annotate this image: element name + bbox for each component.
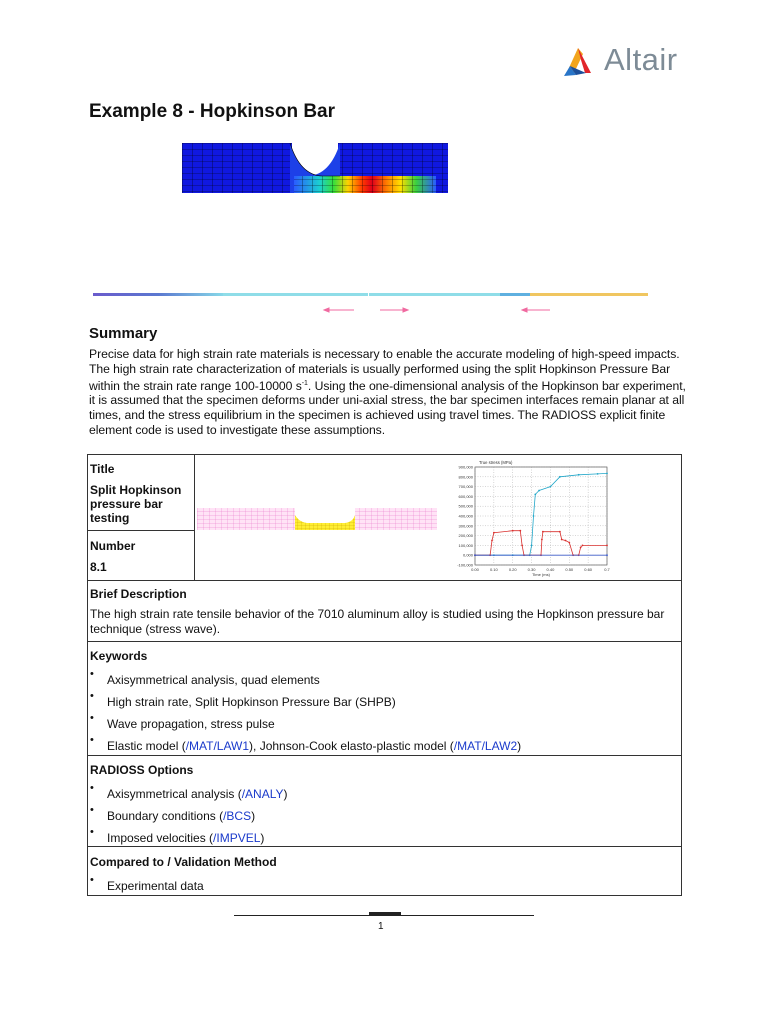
number-label: Number	[90, 539, 136, 553]
chart-point-red	[541, 539, 543, 541]
divider	[88, 641, 681, 642]
keyword-text	[107, 739, 521, 753]
chart-x-tick-label: 0.50	[565, 567, 574, 572]
chart-y-tick-label: 200,000	[458, 533, 473, 539]
summary-text-part1: Precise data for high strain rate materials is necessary to enable the accurate modeling of high-speed impacts. The high strain rate characterization of materials is usually performed using the split Hopkinson Pressure Bar within the strain rate range 100-10000 s	[89, 347, 680, 393]
summary-heading: Summary	[89, 325, 158, 342]
bcs-link[interactable]: /BCS	[223, 809, 252, 823]
chart-point-cyan	[550, 486, 552, 488]
chart-point-red	[493, 532, 495, 534]
chart-x-tick-label: 0.60	[584, 567, 593, 572]
chart-y-tick-label: 400,000	[458, 513, 473, 519]
keywords-label: Keywords	[90, 649, 148, 663]
validation-label: Compared to / Validation Method	[90, 855, 277, 869]
chart-y-tick-label: 0,000	[462, 552, 473, 558]
title-value: Split Hopkinson pressure bar testing	[90, 483, 182, 525]
keyword-text-part: )	[517, 739, 522, 753]
brief-description-text: The high strain rate tensile behavior of the 7010 aluminum alloy is studied using the Hopkinson pressure bar technique (stress wave).	[90, 607, 665, 636]
chart-point-red	[542, 531, 544, 533]
bullet: •	[90, 826, 94, 838]
divider	[88, 755, 681, 756]
page-number: 1	[378, 921, 384, 932]
chart-point-cyan	[606, 473, 608, 475]
chart-point-cyan	[597, 473, 599, 475]
impvel-link[interactable]: /IMPVEL	[213, 831, 261, 845]
chart-y-tick-label: 900,000	[458, 464, 473, 470]
option-text-part: Boundary conditions (	[107, 809, 224, 823]
keyword-text-part: Elastic model (	[107, 739, 186, 753]
summary-superscript: -1	[301, 379, 308, 387]
footer-tab	[369, 912, 401, 915]
chart-point-red	[582, 545, 584, 547]
title-label: Title	[90, 462, 115, 476]
bullet: •	[90, 734, 94, 746]
chart-y-tick-label: 500,000	[458, 503, 473, 509]
analy-link[interactable]: /ANALY	[241, 787, 284, 801]
chart-x-tick-label: 0.7	[604, 567, 610, 572]
chart-y-tick-label: 600,000	[458, 493, 473, 499]
chart-point-cyan	[531, 545, 533, 547]
specimen-mesh-figure	[182, 143, 448, 193]
chart-x-tick-label: 0.20	[508, 567, 517, 572]
chart-point-red	[568, 542, 570, 544]
hopkinson-bar-figure	[90, 284, 652, 318]
option-text	[107, 809, 255, 823]
chart-point-cyan	[559, 476, 561, 478]
divider	[88, 846, 681, 847]
bullet: •	[90, 712, 94, 724]
chart-x-tick-label: 0.10	[489, 567, 498, 572]
bullet: •	[90, 874, 94, 886]
chart-point-red	[561, 539, 563, 541]
chart-point-blue	[474, 554, 476, 556]
option-text	[107, 787, 288, 801]
chart-y-tick-label: 300,000	[458, 523, 473, 529]
chart-point-red	[521, 545, 523, 547]
chart-point-red	[565, 540, 567, 542]
chart-point-red	[519, 530, 521, 532]
chart-y-tick-label: 100,000	[458, 542, 473, 548]
chart-point-cyan	[538, 490, 540, 492]
mesh-thumbnail	[197, 507, 439, 531]
radioss-options-label: RADIOSS Options	[90, 763, 194, 777]
page-title: Example 8 - Hopkinson Bar	[89, 101, 336, 122]
keyword-text: High strain rate, Split Hopkinson Pressure Bar (SHPB)	[107, 695, 396, 709]
altair-logo-icon	[556, 40, 600, 80]
number-value: 8.1	[90, 560, 107, 574]
footer-rule	[234, 915, 534, 916]
altair-logo	[556, 40, 686, 80]
chart-point-cyan	[534, 494, 536, 496]
divider	[88, 530, 195, 531]
chart-point-cyan	[578, 474, 580, 476]
bullet: •	[90, 804, 94, 816]
chart-y-tick-label: 700,000	[458, 484, 473, 490]
bullet: •	[90, 690, 94, 702]
stress-time-chart	[441, 457, 613, 577]
chart-y-tick-label: -100,000	[457, 562, 473, 568]
option-text-part: )	[283, 787, 288, 801]
divider	[88, 580, 681, 581]
chart-series-cyan	[475, 473, 607, 555]
brief-description-label: Brief Description	[90, 587, 187, 601]
keyword-text: Axisymmetrical analysis, quad elements	[107, 673, 320, 687]
option-text-part: Axisymmetrical analysis (	[107, 787, 242, 801]
chart-point-red	[512, 530, 514, 532]
chart-x-tick-label: 0.40	[546, 567, 555, 572]
chart-title: True stress (MPa)	[479, 460, 513, 465]
option-text-part: )	[251, 809, 256, 823]
example-info-table	[87, 454, 682, 896]
chart-point-red	[606, 545, 608, 547]
chart-point-red	[491, 540, 493, 542]
logo-text: Altair	[604, 42, 678, 77]
option-text-part: )	[260, 831, 265, 845]
mat-law1-link[interactable]: /MAT/LAW1	[185, 739, 250, 753]
option-text-part: Imposed velocities (	[107, 831, 214, 845]
mat-law2-link[interactable]: /MAT/LAW2	[453, 739, 518, 753]
summary-text-part2: . Using the one-dimensional analysis of the Hopkinson bar experiment, it is assumed that the specimen deforms under uni-axial stress, the bar specimen interfaces remain planar at all times, and the stress equilibrium in the specimen is achieved using travel times. The RADIOSS explicit finite element code is used to investigate these assumptions.	[89, 378, 686, 438]
chart-x-axis-label: Time (ms)	[532, 572, 550, 577]
bullet: •	[90, 668, 94, 680]
chart-series-red	[475, 531, 607, 556]
chart-point-red	[559, 531, 561, 533]
chart-x-tick-label: 0.00	[471, 567, 479, 572]
chart-x-tick-label: 0.30	[527, 567, 536, 572]
chart-point-blue	[606, 554, 608, 556]
keyword-text-part: ), Johnson-Cook elasto-plastic model (	[249, 739, 454, 753]
divider	[194, 455, 195, 580]
chart-point-red	[580, 547, 582, 549]
keyword-text: Wave propagation, stress pulse	[107, 717, 275, 731]
option-text	[107, 831, 264, 845]
validation-text: Experimental data	[107, 879, 204, 893]
bullet: •	[90, 782, 94, 794]
summary-text	[89, 347, 689, 438]
chart-point-cyan	[533, 515, 535, 517]
chart-y-tick-label: 800,000	[458, 474, 473, 480]
